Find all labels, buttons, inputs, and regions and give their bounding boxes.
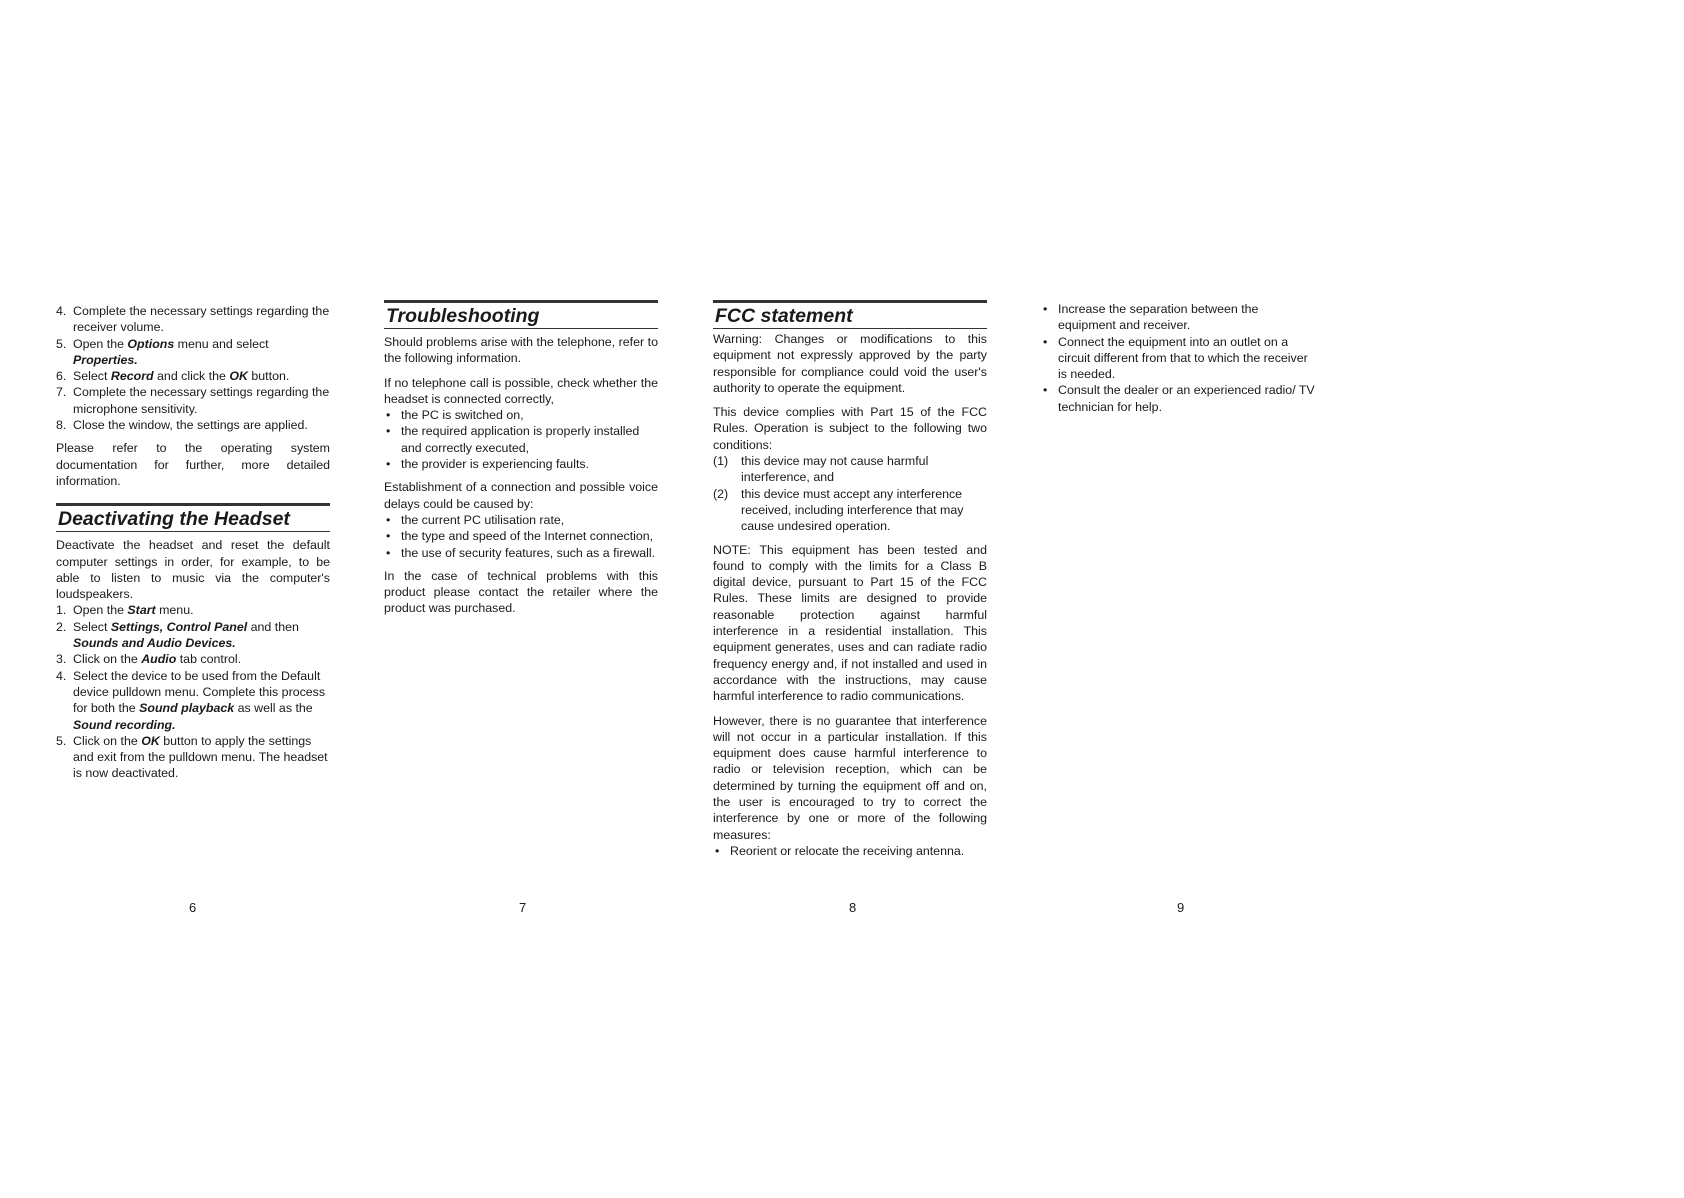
bullet-icon: • bbox=[1043, 334, 1048, 349]
list-item bbox=[56, 417, 330, 433]
ui-term: OK bbox=[141, 733, 160, 748]
step-text: Click on the bbox=[73, 652, 142, 667]
step-number: 8. bbox=[56, 418, 67, 433]
step-text: Complete the necessary settings regarding the receiver volume. bbox=[73, 304, 330, 335]
ui-term: Record bbox=[110, 369, 154, 384]
step-text: Close the window, the settings are applied. bbox=[73, 418, 308, 433]
bullet-icon: • bbox=[386, 512, 391, 527]
bullet-icon: • bbox=[386, 457, 391, 472]
fcc-warning-paragraph: Warning: Changes or modifications to this equipment not expressly approved by the party responsible for compliance could void the user's authority to operate the equipment. bbox=[713, 332, 987, 395]
step-text: button to apply the settings and exit from the pulldown menu. The headset is now deactivated. bbox=[73, 733, 328, 781]
list-item bbox=[56, 336, 330, 369]
no-call-paragraph: If no telephone call is possible, check whether the headset is connected correctly, bbox=[384, 375, 658, 406]
ui-term: Settings, Control Panel bbox=[110, 619, 248, 634]
list-item bbox=[384, 456, 658, 472]
step-text: and click the bbox=[153, 369, 230, 384]
bullet-text: the current PC utilisation rate, bbox=[401, 512, 565, 527]
step-text: Select the device to be used from the Default device pulldown menu. Complete this process for both the bbox=[73, 668, 326, 716]
page-7-column bbox=[384, 303, 658, 625]
list-item bbox=[384, 545, 658, 561]
condition-text: this device must accept any interference received, including interference that may cause undesired operation. bbox=[741, 486, 964, 534]
step-number: 3. bbox=[56, 652, 67, 667]
step-text: menu and select bbox=[174, 336, 269, 351]
step-text: Complete the necessary settings regarding the microphone sensitivity. bbox=[73, 385, 330, 416]
step-number: 2. bbox=[56, 619, 67, 634]
list-item bbox=[56, 368, 330, 384]
voice-delays-paragraph: Establishment of a connection and possible voice delays could be caused by: bbox=[384, 480, 658, 511]
bullet-text: the use of security features, such as a firewall. bbox=[401, 545, 656, 560]
fcc-conditions-list bbox=[713, 453, 987, 534]
page-6-column bbox=[56, 303, 330, 789]
list-item bbox=[1041, 382, 1315, 415]
ui-term: Options bbox=[127, 336, 175, 351]
bullet-icon: • bbox=[1043, 302, 1048, 316]
ui-term: Sounds and Audio Devices. bbox=[73, 636, 236, 651]
step-number: 4. bbox=[56, 668, 67, 683]
bullet-icon: • bbox=[1043, 383, 1048, 398]
ui-term: Properties. bbox=[73, 352, 138, 367]
step-number: 1. bbox=[56, 603, 67, 618]
step-text: Open the bbox=[73, 603, 128, 618]
condition-number: (2) bbox=[713, 486, 729, 501]
fcc-measures-bullet-list bbox=[713, 843, 987, 859]
list-item bbox=[56, 651, 330, 667]
deactivating-headset-heading: Deactivating the Headset bbox=[56, 503, 330, 532]
step-text: and then bbox=[247, 619, 299, 634]
refer-documentation-paragraph: Please refer to the operating system documentation for further, more detailed information. bbox=[56, 441, 330, 488]
step-number: 5. bbox=[56, 733, 67, 748]
bullet-text: the type and speed of the Internet connection, bbox=[401, 529, 654, 544]
page-9-column bbox=[1041, 301, 1315, 422]
settings-steps-list bbox=[56, 303, 330, 433]
page-8-column bbox=[713, 303, 987, 866]
fcc-statement-heading: FCC statement bbox=[713, 300, 987, 329]
bullet-icon: • bbox=[386, 529, 391, 544]
bullet-text: the provider is experiencing faults. bbox=[401, 457, 590, 472]
step-number: 6. bbox=[56, 369, 67, 384]
page-number-7: 7 bbox=[519, 900, 527, 915]
page-number-6: 6 bbox=[189, 900, 197, 915]
fcc-complies-paragraph: This device complies with Part 15 of the FCC Rules. Operation is subject to the following two conditions: bbox=[713, 405, 987, 452]
step-number: 4. bbox=[56, 304, 67, 318]
bullet-text: Connect the equipment into an outlet on a circuit different from that to which the receiver is needed. bbox=[1058, 334, 1308, 382]
bullet-icon: • bbox=[715, 843, 720, 858]
contact-retailer-paragraph: In the case of technical problems with this product please contact the retailer where the product was purchased. bbox=[384, 568, 658, 616]
troubleshooting-heading: Troubleshooting bbox=[384, 300, 658, 329]
list-item bbox=[384, 512, 658, 528]
list-item bbox=[1041, 334, 1315, 383]
list-item bbox=[56, 384, 330, 417]
check-bullet-list bbox=[384, 407, 658, 472]
step-number: 5. bbox=[56, 336, 67, 351]
ui-term: Start bbox=[127, 603, 156, 618]
bullet-icon: • bbox=[386, 424, 391, 439]
condition-number: (1) bbox=[713, 454, 729, 469]
page-number-9: 9 bbox=[1177, 900, 1185, 915]
list-item bbox=[713, 843, 987, 859]
bullet-icon: • bbox=[386, 545, 391, 560]
list-item bbox=[56, 303, 330, 336]
list-item bbox=[56, 668, 330, 733]
troubleshooting-intro-paragraph: Should problems arise with the telephone, refer to the following information. bbox=[384, 335, 658, 366]
deactivation-steps-list bbox=[56, 602, 330, 781]
bullet-icon: • bbox=[386, 408, 391, 423]
bullet-text: Increase the separation between the equipment and receiver. bbox=[1058, 302, 1259, 333]
bullet-text: the required application is properly installed and correctly executed, bbox=[401, 424, 640, 455]
step-text: button. bbox=[247, 369, 290, 384]
ui-term: OK bbox=[229, 369, 248, 384]
ui-term: Sound playback bbox=[139, 701, 235, 716]
condition-text: this device may not cause harmful interference, and bbox=[741, 454, 929, 485]
condition-item bbox=[713, 453, 987, 486]
step-text: Open the bbox=[73, 336, 128, 351]
list-item bbox=[56, 602, 330, 618]
step-text: menu. bbox=[155, 603, 194, 618]
step-text: tab control. bbox=[176, 652, 242, 667]
deactivate-intro-paragraph: Deactivate the headset and reset the default computer settings in order, for example, to be able to listen to music via the computer's loudspeakers. bbox=[56, 538, 330, 602]
step-text: Select bbox=[73, 619, 111, 634]
bullet-text: the PC is switched on, bbox=[401, 408, 524, 423]
list-item bbox=[56, 619, 330, 652]
list-item bbox=[1041, 301, 1315, 334]
fcc-however-paragraph: However, there is no guarantee that interference will not occur in a particular installation. If this equipment does cause harmful interference to radio or television reception, which can be determined by turning the equipment off and on, the user is encouraged to try to correct the interference by one or more of the following measures: bbox=[713, 713, 987, 842]
delay-causes-bullet-list bbox=[384, 512, 658, 561]
fcc-measures-continued-bullet-list bbox=[1041, 301, 1315, 415]
list-item bbox=[384, 407, 658, 423]
step-text: Click on the bbox=[73, 733, 142, 748]
page-number-8: 8 bbox=[849, 900, 857, 915]
list-item bbox=[384, 528, 658, 544]
ui-term: Sound recording. bbox=[73, 717, 176, 732]
ui-term: Audio bbox=[141, 652, 177, 667]
step-text: as well as the bbox=[234, 701, 313, 716]
condition-item bbox=[713, 486, 987, 535]
step-number: 7. bbox=[56, 385, 67, 400]
fcc-note-paragraph: NOTE: This equipment has been tested and found to comply with the limits for a Class B digital device, pursuant to Part 15 of the FCC Rules. These limits are designed to provide reasonable protection against harmful interference in a residential installation. This equipment generates, uses and can radiate radio frequency energy and, if not installed and used in accordance with the instructions, may cause harmful interference to radio communications. bbox=[713, 542, 987, 704]
step-text: Select bbox=[73, 369, 111, 384]
list-item bbox=[56, 733, 330, 782]
bullet-text: Consult the dealer or an experienced radio/ TV technician for help. bbox=[1058, 383, 1315, 414]
bullet-text: Reorient or relocate the receiving antenna. bbox=[730, 843, 965, 858]
list-item bbox=[384, 423, 658, 456]
